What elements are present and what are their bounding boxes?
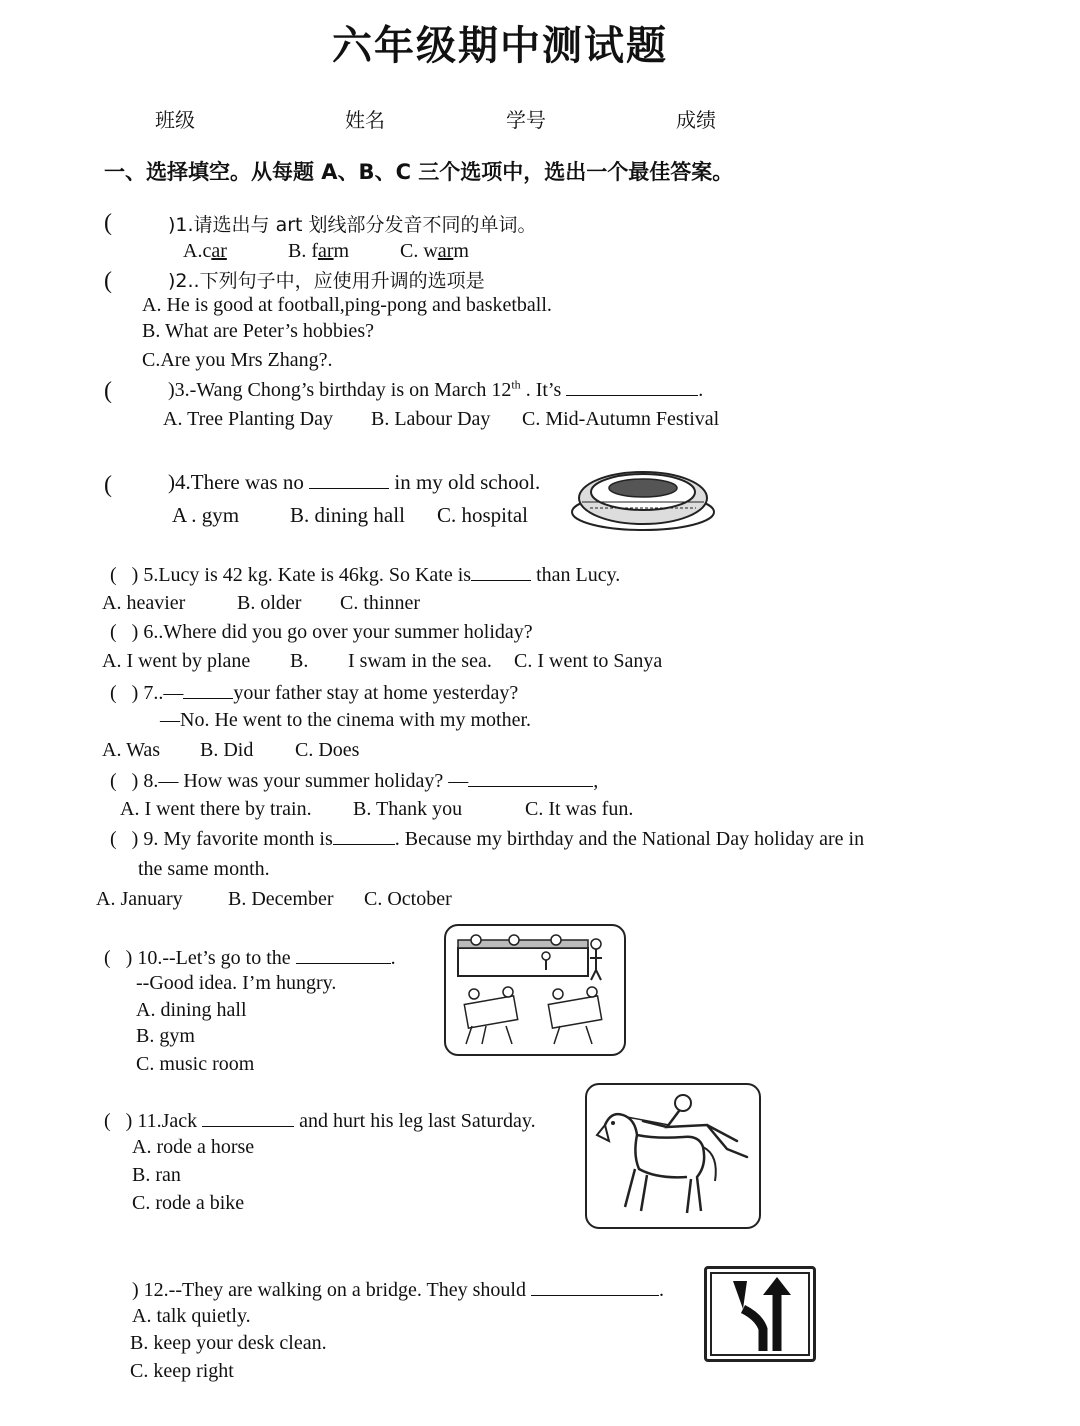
horse-riding-illustration (585, 1083, 761, 1229)
q2-option-c: C.Are you Mrs Zhang?. (142, 349, 333, 371)
q1-option-c: C. warm (400, 240, 469, 262)
q11-stem: ( ) 11.Jack and hurt his leg last Saturday. (104, 1110, 536, 1132)
q8-option-a: A. I went there by train. (120, 798, 312, 820)
q11-option-c: C. rode a bike (132, 1192, 245, 1214)
q9-stem: ( ) 9. My favorite month is . Because my birthday and the National Day holiday are in (110, 828, 865, 850)
q9-stem-line2: the same month. (138, 858, 270, 880)
q10-option-a: A. dining hall (136, 999, 247, 1021)
q10-option-b: B. gym (136, 1025, 195, 1047)
q7-option-c: C. Does (295, 739, 360, 761)
q4-option-c: C. hospital (437, 503, 529, 527)
answer-paren: ( (104, 472, 112, 498)
q10-option-c: C. music room (136, 1053, 255, 1075)
q8-stem: ( ) 8.— How was your summer holiday? — , (110, 770, 599, 792)
q7-option-b: B. Did (200, 739, 254, 761)
score-field-label: 成绩 (676, 108, 716, 132)
q3-stem: )3.-Wang Chong’s birthday is on March 12th . It’s . (168, 377, 704, 401)
q6-option-c: C. I went to Sanya (514, 650, 663, 672)
answer-paren: ( (104, 268, 112, 294)
q8-option-b: B. Thank you (353, 798, 463, 820)
q6-stem: ( ) 6..Where did you go over your summer holiday? (110, 621, 533, 643)
q12-option-a: A. talk quietly. (132, 1305, 251, 1327)
q7-reply: —No. He went to the cinema with my mother. (160, 709, 532, 731)
q7-option-a: A. Was (102, 739, 161, 761)
section-heading: 一、选择填空。从每题 A、B、C 三个选项中，选出一个最佳答案。 (104, 160, 734, 184)
q12-option-c: C. keep right (130, 1360, 234, 1382)
q1-stem: )1.请选出与 art 划线部分发音不同的单词。 (168, 214, 537, 236)
q2-option-b: B. What are Peter’s hobbies? (142, 320, 374, 342)
canteen-picture-icon (446, 926, 624, 1054)
student-id-field-label: 学号 (506, 108, 546, 132)
q10-stem: ( ) 10.--Let’s go to the . (104, 947, 396, 969)
q12-option-b: B. keep your desk clean. (130, 1332, 327, 1354)
q4-option-a: A . gym (172, 503, 240, 527)
q1-option-b: B. farm (288, 240, 350, 262)
q6-option-b-text: I swam in the sea. (348, 650, 492, 672)
q1-option-a: A.car (183, 240, 227, 262)
q10-reply: --Good idea. I’m hungry. (136, 972, 337, 994)
q5-option-c: C. thinner (340, 592, 420, 614)
q11-option-b: B. ran (132, 1164, 181, 1186)
answer-paren: ( (104, 210, 112, 236)
q9-option-a: A. January (96, 888, 183, 910)
q5-stem: ( ) 5.Lucy is 42 kg. Kate is 46kg. So Kate is than Lucy. (110, 564, 621, 586)
q5-option-b: B. older (237, 592, 302, 614)
q9-option-c: C. October (364, 888, 452, 910)
horse-rider-picture-icon (587, 1085, 759, 1227)
q7-stem: ( ) 7..— your father stay at home yesterday? (110, 682, 519, 704)
q11-option-a: A. rode a horse (132, 1136, 255, 1158)
q2-stem: )2..下列句子中，应使用升调的选项是 (168, 270, 485, 292)
q5-option-a: A. heavier (102, 592, 186, 614)
page-title: 六年级期中测试题 (332, 23, 668, 69)
q2-option-a: A. He is good at football,ping-pong and basketball. (142, 294, 552, 316)
q9-option-b: B. December (228, 888, 334, 910)
dining-hall-illustration (444, 924, 626, 1056)
q8-option-c: C. It was fun. (525, 798, 634, 820)
q3-option-b: B. Labour Day (371, 408, 491, 430)
q3-option-a: A. Tree Planting Day (163, 408, 333, 430)
q6-option-a: A. I went by plane (102, 650, 251, 672)
class-field-label: 班级 (155, 108, 195, 132)
q12-stem: ) 12.--They are walking on a bridge. They should . (132, 1279, 664, 1301)
keep-right-arrow-icon (707, 1269, 813, 1359)
q3-option-c: C. Mid-Autumn Festival (522, 408, 720, 430)
q4-option-b: B. dining hall (290, 503, 405, 527)
q6-option-b: B. (290, 650, 309, 672)
keep-right-sign (704, 1266, 816, 1362)
stadium-illustration-icon (570, 462, 716, 534)
answer-paren: ( (104, 378, 112, 404)
q4-stem: )4.There was no in my old school. (168, 470, 541, 494)
name-field-label: 姓名 (345, 108, 385, 132)
